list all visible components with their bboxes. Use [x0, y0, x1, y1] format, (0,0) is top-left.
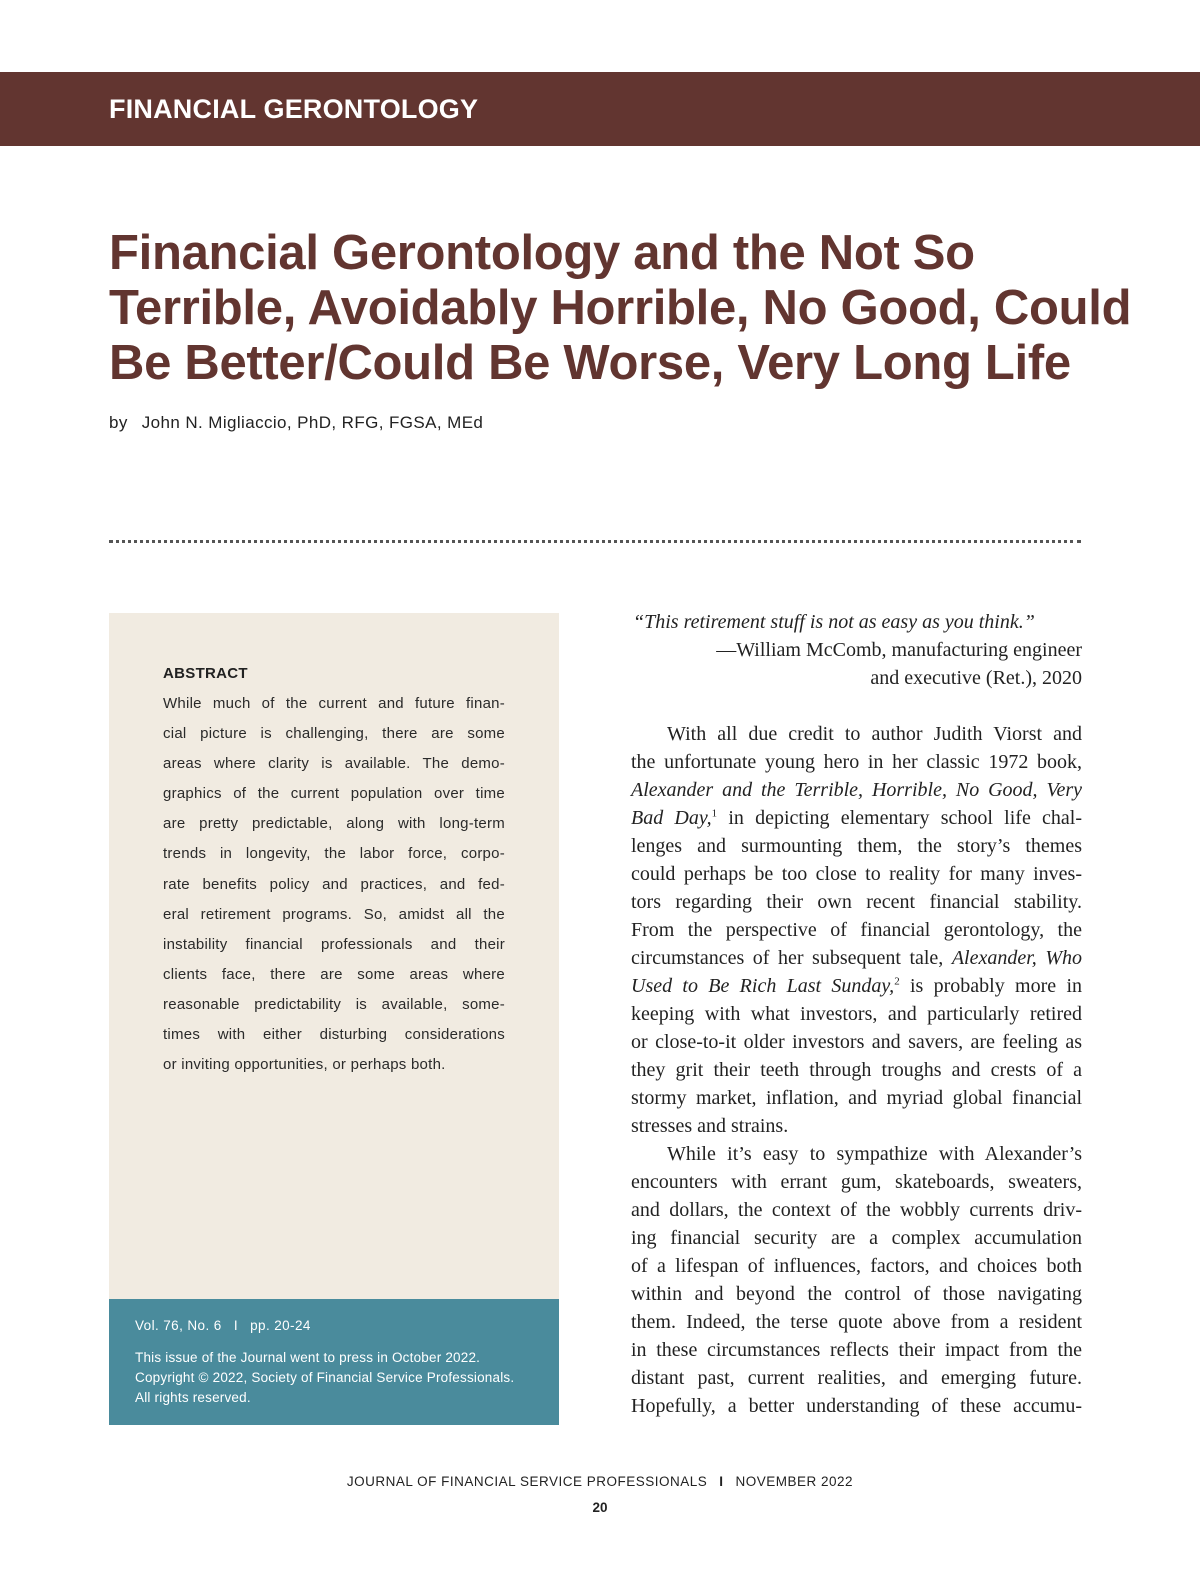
book-title: Used to Be Rich Last Sunday,	[631, 975, 895, 997]
body-line: they grit their teeth through troughs and crests of a	[631, 1059, 1082, 1081]
abstract-line: rate benefits policy and practices, and fed-	[163, 875, 505, 893]
body-line: With all due credit to author Judith Viorst and	[667, 723, 1082, 745]
body-line: encounters with errant gum, skateboards, sweaters,	[631, 1171, 1082, 1193]
page-number: 20	[592, 1500, 608, 1515]
abstract-line: trends in longevity, the labor force, corpo-	[163, 845, 505, 863]
title-line: Be Better/Could Be Worse, Very Long Life	[109, 336, 1071, 390]
volume-number: Vol. 76, No. 6	[135, 1318, 222, 1333]
body-line	[631, 776, 1082, 804]
body-line: Hopefully, a better understanding of these accumu-	[631, 1395, 1082, 1417]
epigraph-quote: “This retirement stuff is not as easy as you think.”	[633, 611, 1035, 633]
article-body	[631, 720, 1082, 1420]
body-line: could perhaps be too close to reality for many inves-	[631, 863, 1082, 885]
copyright-line: Copyright © 2022, Society of Financial Service Professionals.	[135, 1370, 515, 1385]
title-line: Terrible, Avoidably Horrible, No Good, Could	[109, 281, 1132, 335]
footnote-ref: 2	[894, 975, 900, 988]
body-line: While it’s easy to sympathize with Alexander’s	[667, 1143, 1082, 1165]
press-note	[135, 1348, 555, 1408]
page-range: pp. 20-24	[250, 1318, 311, 1333]
byline-prefix: by	[109, 413, 128, 432]
abstract-line: or inviting opportunities, or perhaps both.	[163, 1056, 446, 1074]
abstract-line: instability financial professionals and their	[163, 935, 505, 953]
body-line: of a lifespan of influences, factors, and choices both	[631, 1255, 1082, 1277]
body-line: keeping with what investors, and particularly retired	[631, 1003, 1082, 1025]
section-label: FINANCIAL GERONTOLOGY	[109, 94, 479, 124]
byline	[109, 413, 483, 433]
epigraph-attribution: and executive (Ret.), 2020	[870, 667, 1082, 689]
abstract-line: clients face, there are some areas where	[163, 965, 505, 983]
issue-date: NOVEMBER 2022	[735, 1474, 854, 1489]
body-line: in these circumstances reflects their impact from the	[631, 1339, 1082, 1361]
body-line: or close-to-it older investors and savers, are feeling as	[631, 1031, 1082, 1053]
body-line: tors regarding their own recent financial stability.	[631, 891, 1082, 913]
abstract-line: are pretty predictable, along with long-term	[163, 815, 505, 833]
volume-separator: I	[233, 1318, 238, 1333]
epigraph-attribution: —William McComb, manufacturing engineer	[716, 639, 1082, 661]
abstract-line: graphics of the current population over time	[163, 785, 505, 803]
abstract-heading: ABSTRACT	[163, 665, 248, 682]
footer-separator: I	[719, 1474, 724, 1489]
article-title	[109, 226, 1132, 391]
author-name: John N. Migliaccio, PhD, RFG, FGSA, MEd	[141, 413, 484, 432]
body-line	[631, 804, 1082, 832]
press-note-line: This issue of the Journal went to press in October 2022.	[135, 1350, 481, 1365]
body-line: them. Indeed, the terse quote above from a resident	[631, 1311, 1082, 1333]
body-line: From the perspective of financial gerontology, the	[631, 919, 1082, 941]
book-title: Alexander and the Terrible, Horrible, No Good, Very	[631, 779, 1082, 801]
body-line: ing financial security are a complex accumulation	[631, 1227, 1082, 1249]
book-title: Bad Day,	[631, 807, 712, 829]
body-line: stormy market, inflation, and myriad global financial	[631, 1087, 1082, 1109]
body-line: distant past, current realities, and emerging future.	[631, 1367, 1082, 1389]
abstract-line: eral retirement programs. So, amidst all the	[163, 905, 505, 923]
abstract-line: cial picture is challenging, there are some	[163, 725, 505, 743]
rights-line: All rights reserved.	[135, 1390, 251, 1405]
abstract-line: reasonable predictability is available, some-	[163, 995, 505, 1013]
body-line: stresses and strains.	[631, 1115, 789, 1137]
abstract-line: areas where clarity is available. The demo-	[163, 755, 505, 773]
body-text-fragment: in depicting elementary school life chal-	[717, 807, 1083, 829]
page-footer	[0, 1474, 1200, 1489]
journal-name: JOURNAL OF FINANCIAL SERVICE PROFESSIONALS	[346, 1474, 708, 1489]
dotted-divider	[109, 540, 1081, 543]
issue-volume-line	[135, 1318, 311, 1333]
body-text-fragment: circumstances of her subsequent tale,	[631, 947, 952, 969]
abstract-line: While much of the current and future finan-	[163, 695, 505, 712]
title-line: Financial Gerontology and the Not So	[109, 226, 975, 280]
book-title: Alexander, Who	[951, 947, 1082, 969]
body-text-fragment: is probably more in	[899, 975, 1083, 997]
footnote-ref: 1	[711, 807, 718, 820]
abstract-body	[163, 689, 505, 1080]
body-line	[631, 944, 1082, 972]
body-line: within and beyond the control of those navigating	[631, 1283, 1082, 1305]
body-line: and dollars, the context of the wobbly currents driv-	[631, 1199, 1082, 1221]
body-line	[631, 972, 1082, 1000]
body-line: the unfortunate young hero in her classic 1972 book,	[631, 751, 1082, 773]
body-line: lenges and surmounting them, the story’s themes	[631, 835, 1082, 857]
abstract-line: times with either disturbing considerations	[163, 1026, 505, 1044]
epigraph	[631, 608, 1082, 692]
